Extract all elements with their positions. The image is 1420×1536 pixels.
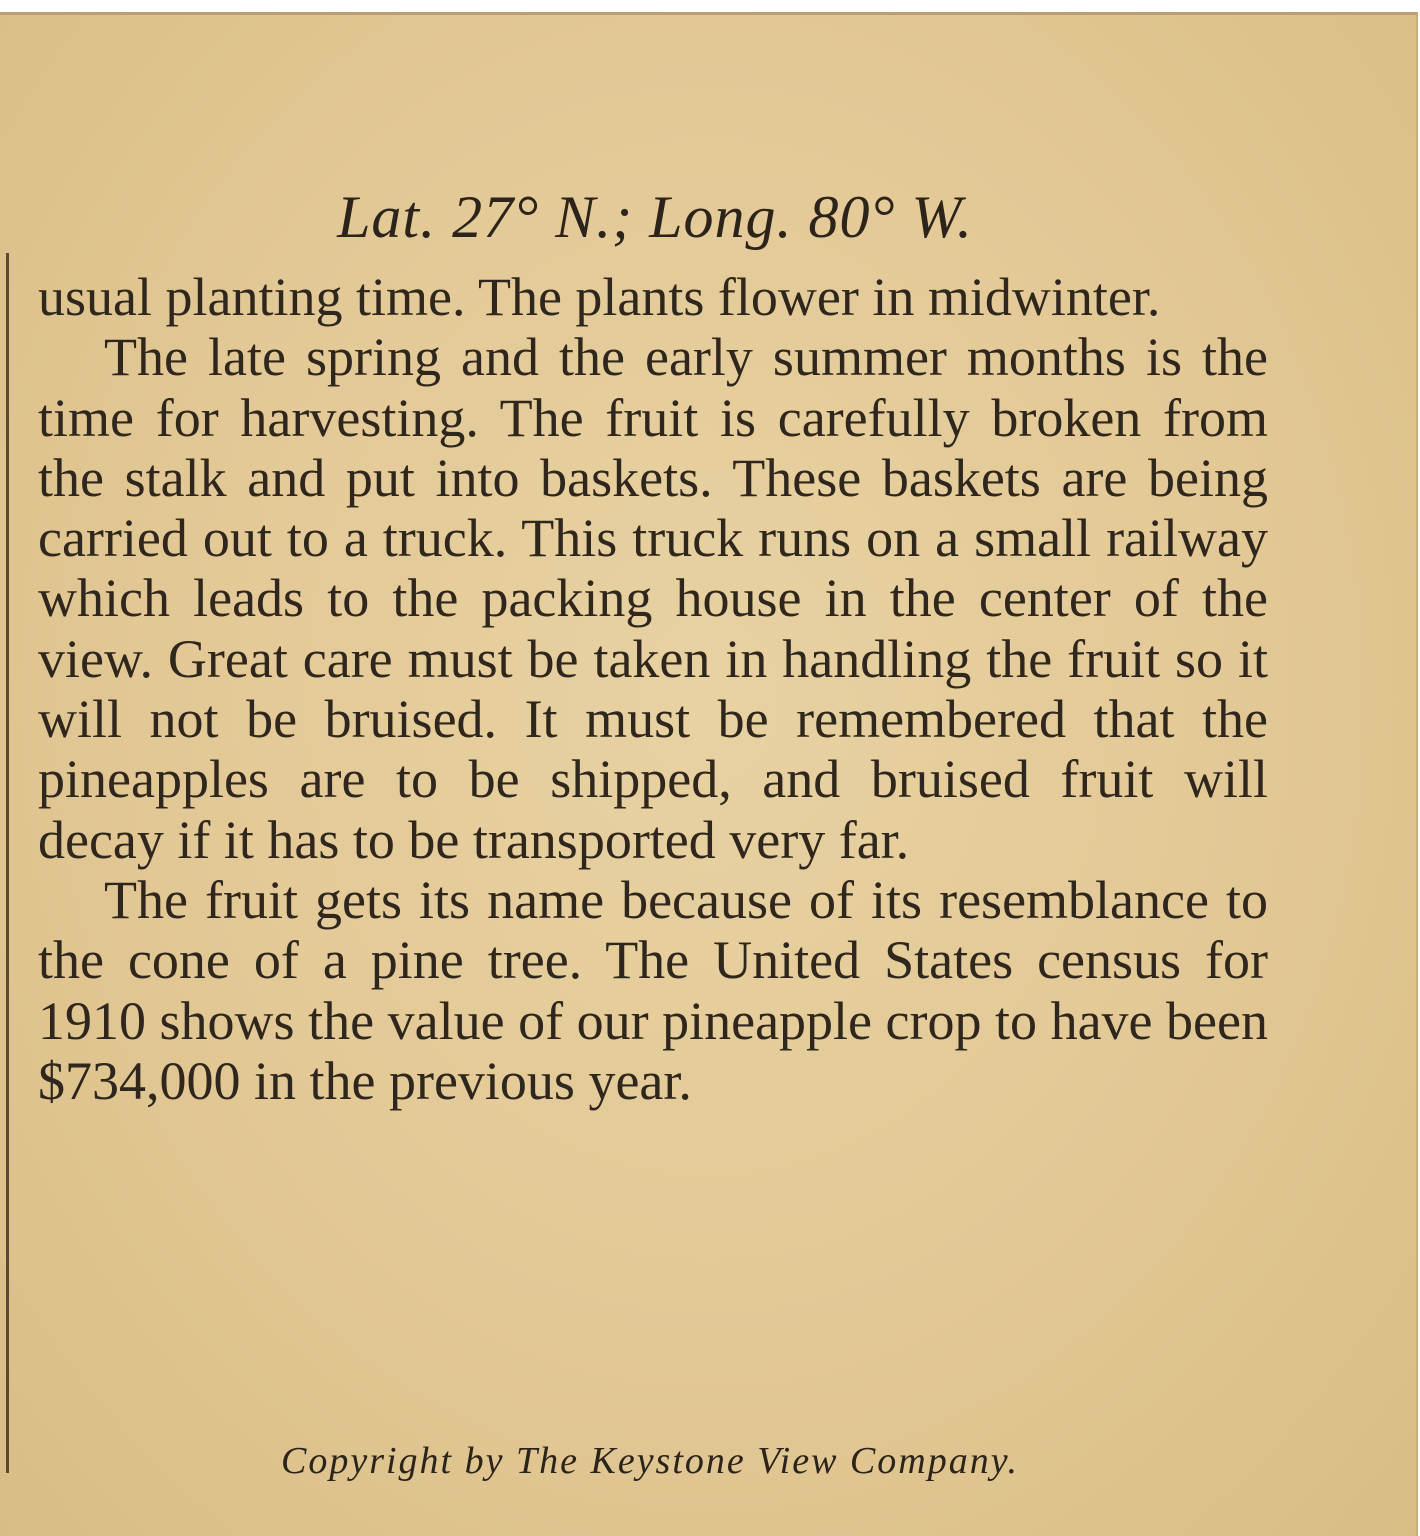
body-text bbox=[38, 267, 1268, 1111]
coordinates-heading: Lat. 27° N.; Long. 80° W. bbox=[337, 184, 973, 250]
paragraph-harvesting: The late spring and the early summer months is the time for harvesting. The fruit is carefully broken from the stalk and put into baskets. These baskets are being carried out to a truck. This truck runs on a small railway which leads to the packing house in the center of the view. Great care must be taken in handling the fruit so it will not be bruised. It must be remembered that the pineapples are to be shipped, and bruised fruit will decay if it has to be transported very far. bbox=[38, 327, 1268, 870]
card bbox=[0, 12, 1418, 1536]
left-margin-rule bbox=[6, 253, 9, 1473]
paragraph-continuation: usual planting time. The plants flower in midwinter. bbox=[38, 267, 1161, 327]
paragraph-name-origin: The fruit gets its name because of its resemblance to the cone of a pine tree. The United States census for 1910 shows the value of our pineapple crop to have been $734,000 in the previous year. bbox=[38, 869, 1268, 1111]
copyright-line: Copyright by The Keystone View Company. bbox=[281, 1440, 1019, 1482]
